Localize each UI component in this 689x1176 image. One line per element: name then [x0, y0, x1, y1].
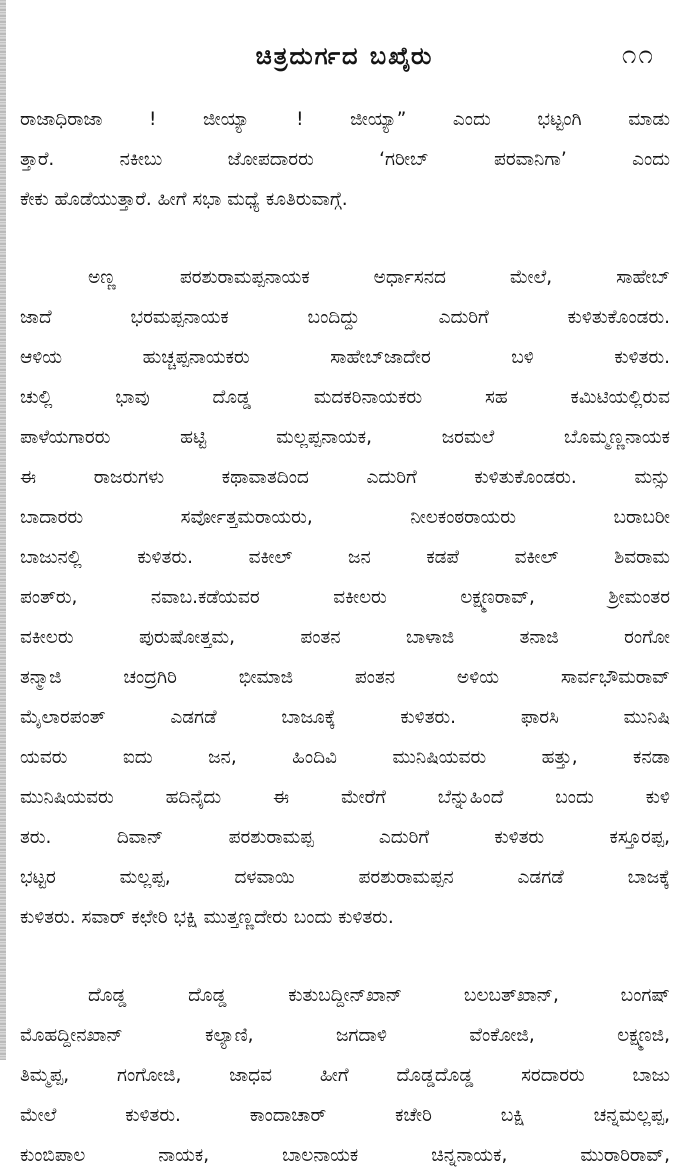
- text-line: ಪಂತ್‌ರು, ನವಾಬ.ಕಡೆಯವರ ವಕೀಲರು ಲಕ್ಷ್ಮಣರಾವ್, ಶ್ರೀಮಂತರ: [20, 587, 670, 608]
- paragraph-gap: [20, 220, 670, 258]
- paragraph-2: [20, 258, 670, 938]
- text-line: ಜಾದೆ ಭರಮಪ್ಪನಾಯಕ ಬಂದಿದ್ದು ಎದುರಿಗೆ ಕುಳಿತುಕೊಂಡರು.: [20, 307, 670, 328]
- text-line: ಮೇಲೆ ಕುಳಿತರು. ಕಾಂದಾಚಾರ್ ಕಚೇರಿ ಬಕ್ಷಿ ಚನ್ನಮಲ್ಲಪ್ಪ,: [20, 1105, 670, 1126]
- text-line: ವಕೀಲರು ಪುರುಷೋತ್ತಮ, ಪಂತನ ಬಾಳಾಜಿ ತನಾಜಿ ರಂಗೋ: [20, 627, 670, 648]
- text-line: ಬಾಜುನಲ್ಲಿ ಕುಳಿತರು. ವಕೀಲ್ ಜನ ಕಡಪೆ ವಕೀಲ್ ಶಿವರಾಮ: [20, 547, 670, 568]
- text-line: ಅಣ್ಣ ಪರಶುರಾಮಪ್ಪನಾಯಕ ಅರ್ಧಾಸನದ ಮೇಲೆ, ಸಾಹೇಬ್: [88, 267, 670, 288]
- text-line: ಈ ರಾಜರುಗಳು ಕಥಾವಾತದಿಂದ ಎದುರಿಗೆ ಕುಳಿತುಕೊಂಡರು. ಮನ್ಸು: [20, 467, 670, 488]
- text-line: ಮುನಿಷಿಯವರು ಹದಿನೈದು ಈ ಮೇರೆಗೆ ಬೆನ್ನುಹಿಂದೆ ಬಂದು ಕುಳಿ: [20, 787, 670, 808]
- text-line: ಪಾಳೆಯಗಾರರು ಹಟ್ಟಿ ಮಲ್ಲಪ್ಪನಾಯಕ, ಜರಮಲೆ ಬೊಮ್ಮಣ್ಣನಾಯಕ: [20, 427, 670, 448]
- text-line: ತನ್ಮಾಜಿ ಚಂದ್ರಗಿರಿ ಭೀಮಾಜಿ ಪಂತನ ಅಳಿಯ ಸಾರ್ವಭೌಮರಾವ್: [20, 667, 670, 688]
- text-line: ಮೊಹದ್ದೀನಖಾನ್ ಕಲ್ಯಾಣಿ, ಜಗದಾಳಿ ವೆಂಕೋಜಿ, ಲಕ್ಷ್ಮಣಜಿ,: [20, 1025, 670, 1046]
- body-text: [20, 100, 670, 1176]
- text-line: ಯವರು ಐದು ಜನ, ಹಿಂದಿವಿ ಮುನಿಷಿಯವರು ಹತ್ತು, ಕನಡಾ: [20, 747, 670, 768]
- running-head: [0, 38, 689, 78]
- text-line: ರಾಜಾಧಿರಾಜಾ ! ಜೀಯ್ಯಾ ! ಜೀಯ್ಯಾ” ಎಂದು ಭಟ್ಟಂಗಿ ಮಾಡು: [20, 109, 670, 130]
- text-line: ಚುಲ್ಲಿ ಭಾವು ದೊಡ್ಡ ಮದಕರಿನಾಯಕರು ಸಹ ಕಮಿಟಿಯಲ್ಲಿರುವ: [20, 387, 670, 408]
- text-line: ಕೇಕು ಹೊಡೆಯುತ್ತಾರೆ. ಹೀಗೆ ಸಭಾ ಮಧ್ಯೆ ಕೂತಿರುವಾಗ್ಗೆ.: [20, 189, 348, 210]
- text-line: ಭಟ್ಟರ ಮಲ್ಲಪ್ಪ, ದಳವಾಯಿ ಪರಶುರಾಮಪ್ಪನ ಎಡಗಡೆ ಬಾಜಕ್ಕೆ: [20, 867, 670, 888]
- text-line: ತ್ತಾರೆ. ನಕೀಬು ಜೋಪದಾರರು ‘ಗರೀಬ್ ಪರವಾನಿಗಾ’ ಎಂದು: [20, 149, 670, 170]
- text-line: ಆಳಿಯ ಹುಚ್ಚಪ್ಪನಾಯಕರು ಸಾಹೇಬ್‌ಜಾದೇರ ಬಳಿ ಕುಳಿತರು.: [20, 347, 670, 368]
- page-number: ೧೧: [621, 40, 655, 70]
- text-line: ಬಾದಾರರು ಸರ್ವೋತ್ತಮರಾಯರು, ನೀಲಕಂಠರಾಯರು ಬರಾಬರೀ: [20, 507, 670, 528]
- text-line: ಕುಳಿತರು. ಸವಾರ್ ಕಛೇರಿ ಭಕ್ಷಿ ಮುತ್ತಣ್ಣದೇರು ಬಂದು ಕುಳಿತರು.: [20, 907, 394, 928]
- text-line: ದೊಡ್ಡ ದೊಡ್ಡ ಕುತುಬದ್ದೀನ್‌ಖಾನ್ ಬಲಬತ್‌ಖಾನ್, ಬಂಗಷ್: [88, 985, 670, 1006]
- scanned-page-edge: [0, 0, 6, 1060]
- running-title: ಚಿತ್ರದುರ್ಗದ ಬಖೈರು: [255, 42, 434, 70]
- paragraph-3: [20, 976, 670, 1176]
- text-line: ತಿಮ್ಮಪ್ಪ, ಗಂಗೋಜಿ, ಜಾಧವ ಹೀಗೆ ದೊಡ್ಡದೊಡ್ಡ ಸರದಾರರು ಬಾಜು: [20, 1065, 670, 1086]
- text-line: ಕುಂಬಿಪಾಲ ನಾಯಕ, ಬಾಲನಾಯಕ ಚಿನ್ನನಾಯಕ, ಮುರಾರಿರಾವ್,: [20, 1145, 670, 1166]
- text-line: ಮೈಲಾರಪಂತ್ ಎಡಗಡೆ ಬಾಜೂಕ್ಕೆ ಕುಳಿತರು. ಫಾರಸಿ ಮುನಿಷಿ: [20, 707, 670, 728]
- paragraph-gap: [20, 938, 670, 976]
- text-line: ತರು. ದಿವಾನ್ ಪರಶುರಾಮಪ್ಪ ಎದುರಿಗೆ ಕುಳಿತರು ಕಸ್ತೂರಪ್ಪ,: [20, 827, 670, 848]
- paragraph-1: [20, 100, 670, 220]
